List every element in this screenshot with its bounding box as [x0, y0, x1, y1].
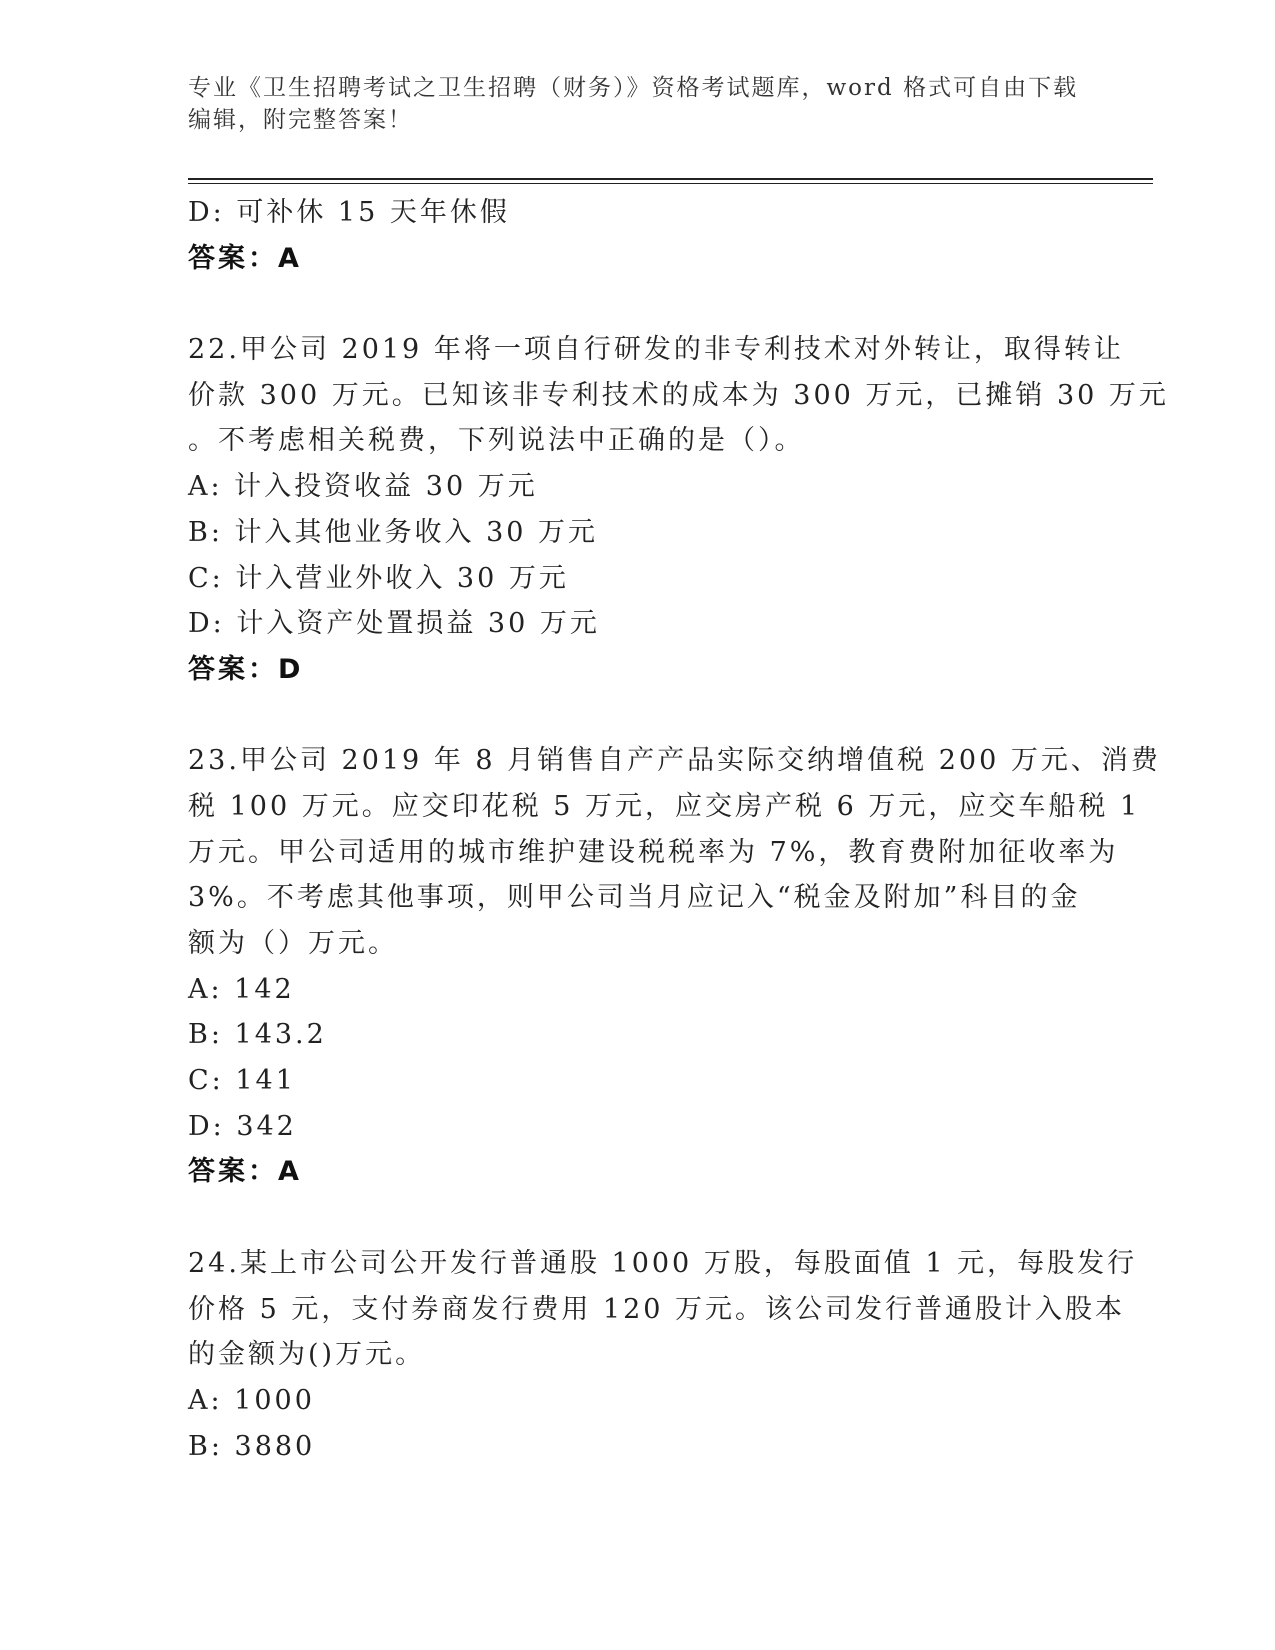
option-b: B: 3880 — [188, 1430, 316, 1462]
question-23 — [188, 738, 1161, 1195]
answer: 答案：D — [188, 653, 304, 685]
question-stem-line: 价格 5 元，支付券商发行费用 120 万元。该公司发行普通股计入股本 — [188, 1293, 1126, 1325]
question-stem-line: 24.某上市公司公开发行普通股 1000 万股，每股面值 1 元，每股发行 — [188, 1247, 1138, 1279]
document-header — [188, 72, 1088, 136]
question-stem-line: 。不考虑相关税费，下列说法中正确的是（）。 — [188, 425, 805, 457]
spacer — [188, 693, 1088, 739]
prev-question-tail — [188, 190, 1088, 281]
header-line-2: 编辑，附完整答案！ — [188, 107, 413, 133]
question-22 — [188, 327, 1169, 693]
question-stem-line: 额为（）万元。 — [188, 928, 398, 959]
option-d: D: 计入资产处置损益 30 万元 — [188, 608, 600, 640]
answer: 答案：A — [188, 1156, 302, 1188]
question-stem-line: 价款 300 万元。已知该非专利技术的成本为 300 万元，已摊销 30 万元 — [188, 379, 1169, 411]
question-stem-line: 万元。甲公司适用的城市维护建设税税率为 7%，教育费附加征收率为 — [188, 836, 1119, 868]
question-stem-line: 的金额为()万元。 — [188, 1339, 426, 1371]
question-stem-line: 3%。不考虑其他事项，则甲公司当月应记入“税金及附加”科目的金 — [188, 882, 1081, 914]
answer: 答案：A — [188, 242, 302, 274]
option-a: A: 1000 — [188, 1384, 315, 1416]
option-d: D: 342 — [188, 1110, 297, 1142]
question-stem-line: 税 100 万元。应交印花税 5 万元，应交房产税 6 万元，应交车船税 1 — [188, 790, 1141, 822]
option-a: A: 计入投资收益 30 万元 — [188, 471, 538, 503]
question-content — [188, 190, 1169, 1469]
spacer — [188, 281, 1088, 327]
spacer — [188, 1195, 1088, 1241]
question-24 — [188, 1241, 1138, 1469]
question-stem-line: 23.甲公司 2019 年 8 月销售自产产品实际交纳增值税 200 万元、消费 — [188, 745, 1161, 777]
option-c: C: 141 — [188, 1065, 296, 1097]
option-d: D: 可补休 15 天年休假 — [188, 197, 510, 228]
option-c: C: 计入营业外收入 30 万元 — [188, 562, 569, 594]
header-line-1: 专业《卫生招聘考试之卫生招聘（财务）》资格考试题库，word 格式可自由下载 — [188, 75, 1079, 101]
header-divider-thick — [188, 178, 1153, 180]
question-stem-line: 22.甲公司 2019 年将一项自行研发的非专利技术对外转让，取得转让 — [188, 334, 1124, 366]
option-b: B: 计入其他业务收入 30 万元 — [188, 516, 599, 548]
option-b: B: 143.2 — [188, 1019, 327, 1051]
option-a: A: 142 — [188, 973, 295, 1005]
header-divider-thin — [188, 183, 1153, 184]
